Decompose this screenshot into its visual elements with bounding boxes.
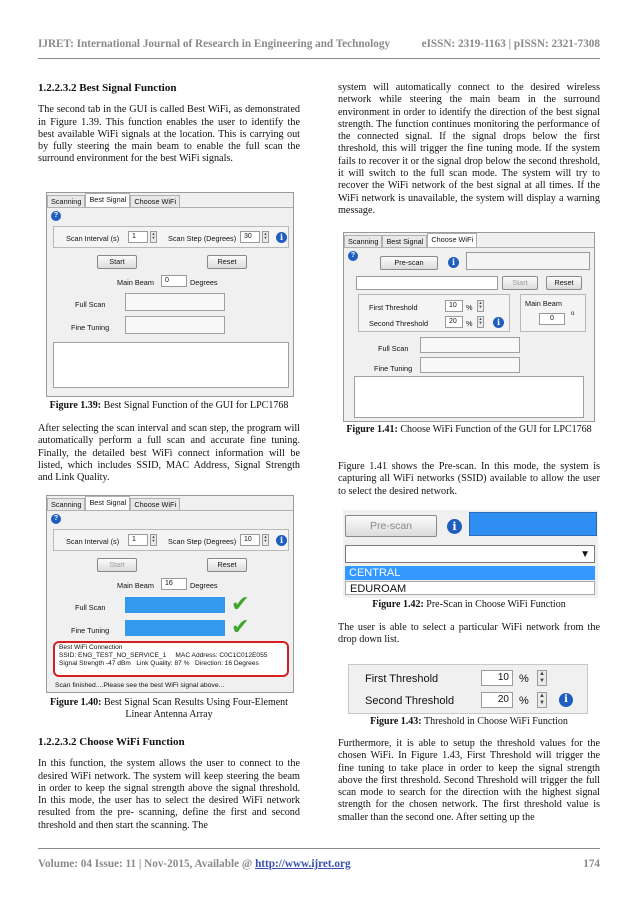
paragraph: In this function, the system allows the user to connect to the desired WiFi network. The system will keep steering the beam in order to keep the signal strength above the signal threshold. In this mode, the user has to select the desired WiFi network resulted from the pre- scanning, define the first and second threshold and then start the scanning. The (38, 758, 300, 831)
caption-text: Best Signal Scan Results Using Four-Element Linear Antenna Array (101, 697, 288, 720)
first-threshold-spinner[interactable]: ▲ ▼ (537, 670, 547, 686)
main-beam-label: Main Beam (525, 299, 562, 308)
scan-step-spinner[interactable]: ▲ ▼ (262, 231, 269, 243)
percent-label: % (519, 673, 529, 685)
second-threshold-spinner[interactable]: ▲ ▼ (537, 692, 547, 708)
second-threshold-label: Second Threshold (369, 319, 429, 328)
reset-button[interactable]: Reset (207, 255, 247, 269)
start-button[interactable]: Start (97, 255, 137, 269)
paragraph: The user is able to select a particular WiFi network from the drop down list. (338, 622, 600, 646)
result-box (53, 342, 289, 388)
info-icon[interactable]: i (276, 232, 287, 243)
check-icon: ✔ (231, 615, 250, 640)
best-wifi-connection-box (53, 641, 289, 677)
full-scan-progress (420, 337, 520, 353)
scan-step-label: Scan Step (Degrees) (168, 537, 237, 546)
main-beam-label: Main Beam (117, 278, 154, 287)
fine-tuning-progress-bar (125, 620, 225, 636)
scan-interval-label: Scan Interval (s) (66, 537, 120, 546)
section-heading-choose-wifi: 1.2.2.3.2 Choose WiFi Function (38, 736, 185, 748)
info-icon[interactable]: i (493, 317, 504, 328)
first-threshold-label: First Threshold (365, 673, 439, 685)
footer-rule (38, 848, 600, 849)
prescan-button[interactable]: Pre-scan (345, 515, 437, 537)
scan-step-spinner[interactable]: ▲ ▼ (262, 534, 269, 546)
scan-interval-spinner[interactable]: ▲ ▼ (150, 534, 157, 546)
scan-step-input[interactable]: 30 (240, 231, 260, 243)
check-icon: ✔ (231, 592, 250, 617)
caption-label: Figure 1.43: (370, 716, 422, 727)
caption-text: Choose WiFi Function of the GUI for LPC1768 (397, 424, 592, 435)
first-threshold-label: First Threshold (369, 303, 418, 312)
right-column-prescan-text (338, 461, 600, 510)
figure-1-40-gui (46, 495, 294, 693)
degrees-label: Degrees (190, 278, 218, 287)
percent-label: % (466, 303, 473, 312)
main-beam-value: 0 (539, 313, 565, 325)
paragraph: After selecting the scan interval and scan step, the program will automatically perform a full scan and accurate fine tuning. Finally, the detailed best WiFi connect information will be listed, which includes SSID, MAC Address, Signal Strength and Link Quality. (38, 423, 300, 484)
first-threshold-input[interactable]: 10 (481, 670, 513, 686)
dropdown-option-central[interactable]: CENTRAL (345, 566, 595, 580)
threshold-box (358, 294, 510, 332)
tab-scanning[interactable]: Scanning (47, 195, 85, 207)
caption-label: Figure 1.40: (50, 697, 102, 708)
dropdown-option-eduroam[interactable]: EDUROAM (345, 581, 595, 595)
second-threshold-input[interactable]: 20 (481, 692, 513, 708)
info-icon[interactable]: i (447, 519, 462, 534)
second-threshold-spinner[interactable]: ▲ ▼ (477, 316, 484, 328)
left-column-bottom (38, 736, 300, 844)
scan-settings-box (53, 226, 289, 248)
help-icon[interactable]: ? (348, 251, 358, 261)
journal-title: IJRET: International Journal of Research in Engineering and Technology (38, 38, 391, 50)
main-beam-value: 0 (161, 275, 187, 287)
left-column-top (38, 82, 300, 178)
scan-interval-input[interactable]: 1 (128, 534, 148, 546)
full-scan-progress-bar (125, 597, 225, 613)
chevron-down-icon[interactable]: ▼ (580, 549, 590, 560)
connection-title: Best WiFi Connection (59, 644, 123, 651)
paragraph: Figure 1.41 shows the Pre-scan. In this mode, the system is capturing all WiFi networks (SSID) available to allow the user to select the desired network. (338, 461, 600, 497)
scan-step-input[interactable]: 10 (240, 534, 260, 546)
signal-strength-value: Signal Strength -47 dBm (59, 660, 131, 667)
figure-1-41-caption (338, 424, 600, 436)
info-icon[interactable]: i (276, 535, 287, 546)
direction-value: Direction: 16 Degrees (195, 660, 259, 667)
figure-1-42-gui (343, 510, 598, 598)
fine-tuning-label: Fine Tuning (374, 364, 413, 373)
tab-choose-wifi[interactable]: Choose WiFi (130, 498, 180, 510)
second-threshold-label: Second Threshold (365, 695, 455, 707)
full-scan-label: Full Scan (75, 603, 106, 612)
result-box (354, 376, 584, 418)
full-scan-label: Full Scan (378, 344, 409, 353)
figure-1-43-caption (338, 716, 600, 728)
scan-settings-box (53, 529, 289, 551)
fine-tuning-progress (420, 357, 520, 373)
scan-step-label: Scan Step (Degrees) (168, 234, 237, 243)
main-beam-box (520, 294, 586, 332)
figure-1-43-gui (348, 664, 588, 714)
right-column-bottom (338, 738, 600, 836)
prescan-result-field (469, 512, 597, 536)
right-column-dropdown-text (338, 622, 600, 659)
tab-scanning[interactable]: Scanning (47, 498, 85, 510)
fine-tuning-label: Fine Tuning (71, 323, 110, 332)
right-column-top (338, 82, 600, 229)
reset-button[interactable]: Reset (546, 276, 582, 290)
mac-address-value: MAC Address: C0C1C012E055 (175, 652, 268, 659)
caption-text: Best Signal Function of the GUI for LPC1768 (101, 400, 289, 411)
tab-choose-wifi[interactable]: Choose WiFi (130, 195, 180, 207)
info-icon[interactable]: i (559, 693, 573, 707)
paragraph: Furthermore, it is able to setup the threshold values for the chosen WiFi. In Figure 1.43, First Threshold will trigger the fine tuning to take place in order to keep the signal strength above the first threshold. Second Threshold will trigger the full scan mode to search for the direction with the highest signal strength for the chosen network. The first threshold value is smaller than the second one. After setting up the (338, 738, 600, 823)
page-footer (38, 858, 600, 870)
info-icon[interactable]: i (448, 257, 459, 268)
network-dropdown[interactable] (356, 276, 498, 290)
help-icon[interactable]: ? (51, 514, 61, 524)
caption-label: Figure 1.42: (372, 599, 424, 610)
figure-1-39-gui (46, 192, 294, 397)
header-rule (38, 58, 600, 59)
full-scan-progress (125, 293, 225, 311)
start-button[interactable]: Start (502, 276, 538, 290)
tab-best-signal[interactable]: Best Signal (382, 235, 427, 247)
prescan-button[interactable]: Pre-scan (380, 256, 438, 270)
figure-1-41-gui (343, 232, 595, 422)
left-column-mid (38, 423, 300, 496)
status-message: Scan finished....Please see the best WiFi signal above... (55, 682, 225, 689)
scan-interval-label: Scan Interval (s) (66, 234, 120, 243)
caption-label: Figure 1.41: (346, 424, 398, 435)
caption-text: Pre-Scan in Choose WiFi Function (423, 599, 566, 610)
tab-best-signal[interactable]: Best Signal (85, 193, 130, 207)
footer-volume: Volume: 04 Issue: 11 | Nov-2015, Available @ (38, 858, 256, 870)
tab-choose-wifi[interactable]: Choose WiFi (427, 233, 477, 247)
figure-1-42-caption (338, 599, 600, 611)
start-button[interactable]: Start (97, 558, 137, 572)
scan-interval-spinner[interactable]: ▲ ▼ (150, 231, 157, 243)
caption-text: Threshold in Choose WiFi Function (421, 716, 568, 727)
journal-url-link[interactable]: http://www.ijret.org (255, 858, 351, 870)
tab-scanning[interactable]: Scanning (344, 235, 382, 247)
journal-header (38, 38, 600, 50)
paragraph: system will automatically connect to the desired wireless network while steering the main beam in the surround environment in order to identify the direction of the best signal strength. The function continues monitoring the performance of the connected signal. If the signal drops below the first threshold, this will trigger the fine tuning mode. If the system fails to recover it or the signal drop below the second threshold, it will switch to the full scan mode. The system will try to recover the WiFi network of the best signal at all times. If the WiFi network is unavailable, the system will display a warning message. (338, 82, 600, 216)
second-threshold-input[interactable]: 20 (445, 316, 463, 328)
tab-best-signal[interactable]: Best Signal (85, 496, 130, 510)
scan-interval-input[interactable]: 1 (128, 231, 148, 243)
network-dropdown[interactable] (345, 545, 595, 563)
figure-1-40-caption (38, 697, 300, 721)
full-scan-label: Full Scan (75, 300, 106, 309)
journal-issn: eISSN: 2319-1163 | pISSN: 2321-7308 (421, 38, 600, 50)
fine-tuning-progress (125, 316, 225, 334)
percent-label: % (519, 695, 529, 707)
link-quality-value: Link Quality: 87 % (136, 660, 190, 667)
figure-1-39-caption (38, 400, 300, 412)
first-threshold-input[interactable]: 10 (445, 300, 463, 312)
caption-label: Figure 1.39: (49, 400, 102, 411)
percent-label: % (466, 319, 473, 328)
help-icon[interactable]: ? (51, 211, 61, 221)
ssid-value: SSID: ENG_TEST_NO_SERVICE_1 (59, 652, 167, 659)
fine-tuning-label: Fine Tuning (71, 626, 110, 635)
prescan-result-field (466, 252, 590, 270)
reset-button[interactable]: Reset (207, 558, 247, 572)
main-beam-label: Main Beam (117, 581, 154, 590)
first-threshold-spinner[interactable]: ▲ ▼ (477, 300, 484, 312)
page-number: 174 (583, 858, 600, 870)
degrees-label: Degrees (190, 581, 218, 590)
section-heading-best-signal: 1.2.2.3.2 Best Signal Function (38, 82, 177, 94)
degree-symbol: o (571, 311, 575, 317)
paragraph: The second tab in the GUI is called Best WiFi, as demonstrated in Figure 1.39. This function enables the user to identify the best available WiFi signals at the location. This is carrying out by fully steering the main beam to enable the full scan the surround environment for the best WiFi signals. (38, 104, 300, 165)
main-beam-value: 16 (161, 578, 187, 590)
